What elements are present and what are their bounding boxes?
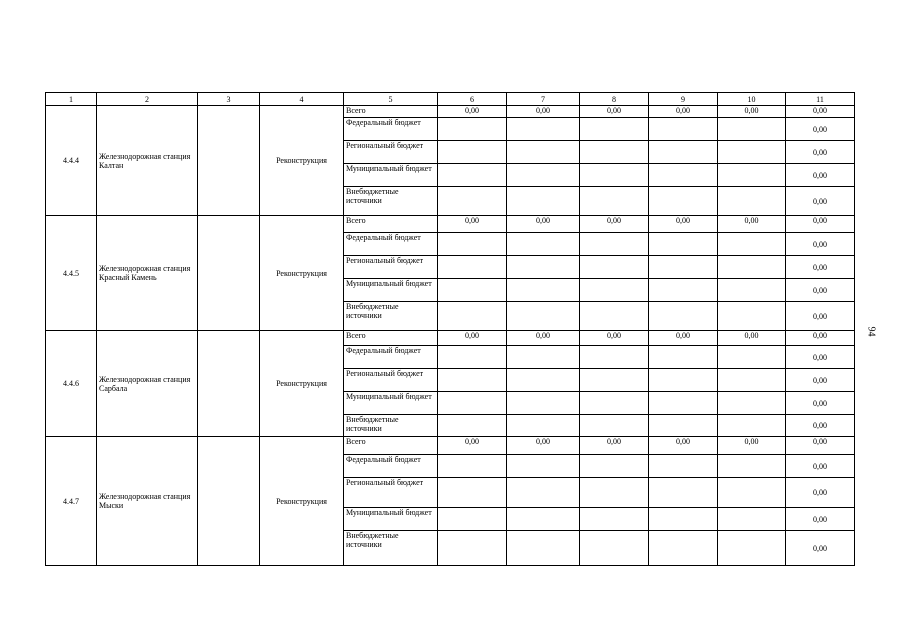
value-cell [580, 392, 649, 415]
value-cell [438, 346, 507, 369]
value-cell [580, 478, 649, 508]
total-cell: 0,00 [786, 346, 855, 369]
funding-source: Федеральный бюджет [344, 118, 438, 141]
value-cell [507, 392, 580, 415]
value-cell [718, 279, 786, 302]
value-cell [507, 508, 580, 531]
column-number-6: 6 [438, 93, 507, 106]
value-cell [649, 346, 718, 369]
value-cell [718, 415, 786, 437]
value-cell [649, 187, 718, 216]
object-name: Железнодорожная станция Калтан [97, 106, 198, 216]
value-cell [649, 256, 718, 279]
value-cell: 0,00 [649, 331, 718, 346]
value-cell [649, 531, 718, 566]
value-cell [438, 302, 507, 331]
total-cell: 0,00 [786, 164, 855, 187]
value-cell: 0,00 [718, 331, 786, 346]
value-cell [718, 302, 786, 331]
funding-source: Муниципальный бюджет [344, 164, 438, 187]
object-name: Железнодорожная станция Сарбала [97, 331, 198, 437]
object-code: 4.4.5 [46, 216, 97, 331]
total-cell: 0,00 [786, 415, 855, 437]
value-cell [649, 508, 718, 531]
value-cell [580, 346, 649, 369]
value-cell [649, 415, 718, 437]
total-cell: 0,00 [786, 216, 855, 233]
value-cell: 0,00 [649, 216, 718, 233]
column-number-9: 9 [649, 93, 718, 106]
total-cell: 0,00 [786, 302, 855, 331]
funding-source: Региональный бюджет [344, 478, 438, 508]
total-cell: 0,00 [786, 508, 855, 531]
value-cell: 0,00 [580, 437, 649, 455]
value-cell [718, 392, 786, 415]
value-cell [718, 256, 786, 279]
funding-source: Муниципальный бюджет [344, 508, 438, 531]
value-cell [507, 478, 580, 508]
value-cell [718, 369, 786, 392]
funding-source: Всего [344, 437, 438, 455]
value-cell [438, 141, 507, 164]
total-cell: 0,00 [786, 392, 855, 415]
value-cell [649, 369, 718, 392]
value-cell [649, 392, 718, 415]
column-number-4: 4 [260, 93, 344, 106]
empty-cell [198, 437, 260, 566]
funding-source: Региональный бюджет [344, 141, 438, 164]
column-number-row [46, 93, 855, 106]
total-cell: 0,00 [786, 256, 855, 279]
object-name: Железнодорожная станция Красный Камень [97, 216, 198, 331]
value-cell [507, 346, 580, 369]
column-number-8: 8 [580, 93, 649, 106]
value-cell: 0,00 [718, 437, 786, 455]
value-cell [718, 118, 786, 141]
total-cell: 0,00 [786, 187, 855, 216]
value-cell [649, 233, 718, 256]
value-cell [507, 141, 580, 164]
funding-source: Внебюджетные источники [344, 302, 438, 331]
value-cell [438, 415, 507, 437]
funding-source: Всего [344, 106, 438, 118]
funding-source: Внебюджетные источники [344, 415, 438, 437]
value-cell [649, 302, 718, 331]
column-number-10: 10 [718, 93, 786, 106]
page-number: 94 [865, 326, 877, 337]
value-cell: 0,00 [580, 331, 649, 346]
column-number-1: 1 [46, 93, 97, 106]
value-cell [507, 302, 580, 331]
value-cell [718, 233, 786, 256]
value-cell [580, 141, 649, 164]
value-cell: 0,00 [438, 331, 507, 346]
value-cell [438, 233, 507, 256]
table-row [46, 437, 855, 455]
object-name: Железнодорожная станция Мыски [97, 437, 198, 566]
value-cell [718, 164, 786, 187]
funding-source: Внебюджетные источники [344, 187, 438, 216]
value-cell [718, 187, 786, 216]
value-cell [580, 369, 649, 392]
value-cell [580, 415, 649, 437]
value-cell [580, 455, 649, 478]
value-cell [438, 164, 507, 187]
value-cell [507, 369, 580, 392]
value-cell [580, 508, 649, 531]
value-cell: 0,00 [580, 106, 649, 118]
value-cell [580, 233, 649, 256]
value-cell [438, 455, 507, 478]
object-action: Реконструкция [260, 331, 344, 437]
column-number-11: 11 [786, 93, 855, 106]
value-cell: 0,00 [438, 106, 507, 118]
table-row [46, 106, 855, 118]
value-cell [580, 256, 649, 279]
value-cell [649, 164, 718, 187]
object-code: 4.4.4 [46, 106, 97, 216]
value-cell [580, 302, 649, 331]
value-cell [718, 141, 786, 164]
value-cell [718, 531, 786, 566]
total-cell: 0,00 [786, 279, 855, 302]
value-cell [718, 346, 786, 369]
value-cell [580, 279, 649, 302]
value-cell [438, 369, 507, 392]
funding-source: Федеральный бюджет [344, 233, 438, 256]
value-cell [438, 187, 507, 216]
funding-source: Региональный бюджет [344, 256, 438, 279]
total-cell: 0,00 [786, 369, 855, 392]
value-cell [580, 531, 649, 566]
total-cell: 0,00 [786, 478, 855, 508]
total-cell: 0,00 [786, 331, 855, 346]
object-action: Реконструкция [260, 106, 344, 216]
value-cell [649, 478, 718, 508]
value-cell: 0,00 [718, 106, 786, 118]
table-row [46, 216, 855, 233]
total-cell: 0,00 [786, 118, 855, 141]
empty-cell [198, 106, 260, 216]
value-cell: 0,00 [649, 437, 718, 455]
value-cell: 0,00 [507, 437, 580, 455]
value-cell [649, 141, 718, 164]
value-cell [507, 164, 580, 187]
column-number-3: 3 [198, 93, 260, 106]
table-body [46, 106, 855, 566]
value-cell [580, 118, 649, 141]
value-cell [718, 455, 786, 478]
value-cell [438, 256, 507, 279]
funding-source: Федеральный бюджет [344, 346, 438, 369]
value-cell [718, 478, 786, 508]
value-cell [718, 508, 786, 531]
value-cell: 0,00 [438, 437, 507, 455]
value-cell [507, 531, 580, 566]
value-cell [438, 279, 507, 302]
empty-cell [198, 331, 260, 437]
column-number-2: 2 [97, 93, 198, 106]
empty-cell [198, 216, 260, 331]
funding-source: Всего [344, 216, 438, 233]
value-cell [507, 118, 580, 141]
program-table [45, 92, 855, 566]
object-action: Реконструкция [260, 437, 344, 566]
table-row [46, 331, 855, 346]
value-cell: 0,00 [718, 216, 786, 233]
value-cell [649, 118, 718, 141]
value-cell [649, 279, 718, 302]
value-cell [438, 508, 507, 531]
column-number-7: 7 [507, 93, 580, 106]
object-code: 4.4.7 [46, 437, 97, 566]
funding-source: Федеральный бюджет [344, 455, 438, 478]
column-number-5: 5 [344, 93, 438, 106]
value-cell [438, 478, 507, 508]
total-cell: 0,00 [786, 455, 855, 478]
value-cell: 0,00 [580, 216, 649, 233]
value-cell: 0,00 [507, 106, 580, 118]
value-cell [649, 455, 718, 478]
value-cell: 0,00 [507, 216, 580, 233]
funding-source: Муниципальный бюджет [344, 392, 438, 415]
value-cell [507, 415, 580, 437]
value-cell [507, 455, 580, 478]
value-cell [438, 118, 507, 141]
value-cell [507, 256, 580, 279]
funding-source: Всего [344, 331, 438, 346]
value-cell [580, 187, 649, 216]
value-cell [580, 164, 649, 187]
value-cell [438, 531, 507, 566]
total-cell: 0,00 [786, 141, 855, 164]
funding-source: Муниципальный бюджет [344, 279, 438, 302]
funding-source: Региональный бюджет [344, 369, 438, 392]
value-cell: 0,00 [438, 216, 507, 233]
object-code: 4.4.6 [46, 331, 97, 437]
value-cell [438, 392, 507, 415]
value-cell [507, 233, 580, 256]
total-cell: 0,00 [786, 531, 855, 566]
total-cell: 0,00 [786, 233, 855, 256]
object-action: Реконструкция [260, 216, 344, 331]
value-cell: 0,00 [507, 331, 580, 346]
funding-source: Внебюджетные источники [344, 531, 438, 566]
value-cell: 0,00 [649, 106, 718, 118]
total-cell: 0,00 [786, 437, 855, 455]
value-cell [507, 187, 580, 216]
value-cell [507, 279, 580, 302]
total-cell: 0,00 [786, 106, 855, 118]
